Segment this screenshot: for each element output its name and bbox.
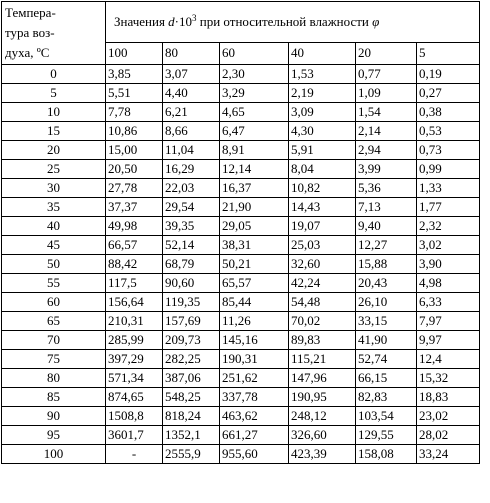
value-cell: 19,07 (289, 217, 356, 236)
value-cell: 21,90 (220, 198, 289, 217)
value-cell: 70,02 (289, 312, 356, 331)
temperature-cell: 80 (2, 369, 106, 388)
table-row (2, 274, 480, 293)
table-row (2, 65, 480, 84)
value-cell: 26,10 (356, 293, 417, 312)
temperature-header (2, 2, 106, 65)
value-cell: 285,99 (106, 331, 163, 350)
temperature-cell: 35 (2, 198, 106, 217)
table-row (2, 198, 480, 217)
humidity-column-header: 60 (220, 42, 289, 64)
temperature-cell: 5 (2, 84, 106, 103)
value-cell: 41,90 (356, 331, 417, 350)
temperature-cell: 15 (2, 122, 106, 141)
group-header-exponent: 3 (192, 12, 197, 23)
humidity-column-header: 40 (289, 42, 356, 64)
value-cell: 33,15 (356, 312, 417, 331)
humidity-group-header (106, 2, 480, 43)
value-cell: 282,25 (163, 350, 220, 369)
temperature-cell: 95 (2, 426, 106, 445)
temperature-cell: 20 (2, 141, 106, 160)
table-row (2, 407, 480, 426)
value-cell: 7,13 (356, 198, 417, 217)
value-cell: 0,77 (356, 65, 417, 84)
table-row (2, 331, 480, 350)
group-header-prefix: Значения (114, 13, 169, 29)
value-cell: 4,65 (220, 103, 289, 122)
humidity-column-header: 5 (417, 42, 480, 64)
value-cell: 8,66 (163, 122, 220, 141)
temperature-cell: 70 (2, 331, 106, 350)
value-cell: 68,79 (163, 255, 220, 274)
table-body (2, 65, 480, 464)
header-row-group (2, 2, 480, 43)
value-cell: 3,99 (356, 160, 417, 179)
humidity-column-header: 80 (163, 42, 220, 64)
value-cell: 18,83 (417, 388, 480, 407)
value-cell: 89,83 (289, 331, 356, 350)
value-cell: 210,31 (106, 312, 163, 331)
value-cell: 0,27 (417, 84, 480, 103)
value-cell: 12,14 (220, 160, 289, 179)
value-cell: 326,60 (289, 426, 356, 445)
value-cell: 5,91 (289, 141, 356, 160)
value-cell: 4,98 (417, 274, 480, 293)
value-cell: 3,09 (289, 103, 356, 122)
value-cell: 16,29 (163, 160, 220, 179)
value-cell: 9,97 (417, 331, 480, 350)
humidity-table (1, 1, 480, 464)
table-row (2, 369, 480, 388)
value-cell: 251,62 (220, 369, 289, 388)
table-row (2, 122, 480, 141)
value-cell: 22,03 (163, 179, 220, 198)
value-cell: 66,15 (356, 369, 417, 388)
value-cell: 7,97 (417, 312, 480, 331)
value-cell: 50,21 (220, 255, 289, 274)
value-cell: 1352,1 (163, 426, 220, 445)
value-cell: 0,73 (417, 141, 480, 160)
value-cell: 423,39 (289, 445, 356, 464)
value-cell: 8,91 (220, 141, 289, 160)
value-cell: 90,60 (163, 274, 220, 293)
value-cell: 52,74 (356, 350, 417, 369)
value-cell: 157,69 (163, 312, 220, 331)
value-cell: 3,02 (417, 236, 480, 255)
value-cell: 2,19 (289, 84, 356, 103)
value-cell: 3,90 (417, 255, 480, 274)
value-cell: 82,83 (356, 388, 417, 407)
value-cell: 20,50 (106, 160, 163, 179)
value-cell: 20,43 (356, 274, 417, 293)
value-cell: 5,51 (106, 84, 163, 103)
value-cell: 29,05 (220, 217, 289, 236)
value-cell: 0,38 (417, 103, 480, 122)
value-cell: 39,35 (163, 217, 220, 236)
temperature-cell: 65 (2, 312, 106, 331)
value-cell: 66,57 (106, 236, 163, 255)
value-cell: 12,27 (356, 236, 417, 255)
value-cell: 248,12 (289, 407, 356, 426)
value-cell: 1,33 (417, 179, 480, 198)
value-cell: 661,27 (220, 426, 289, 445)
value-cell: 10,82 (289, 179, 356, 198)
temperature-cell: 25 (2, 160, 106, 179)
group-header-phi: φ (372, 13, 380, 29)
value-cell: 9,40 (356, 217, 417, 236)
value-cell: 54,48 (289, 293, 356, 312)
value-cell: 38,31 (220, 236, 289, 255)
value-cell: 33,24 (417, 445, 480, 464)
temperature-cell: 90 (2, 407, 106, 426)
value-cell: 3601,7 (106, 426, 163, 445)
value-cell: 955,60 (220, 445, 289, 464)
value-cell: 0,19 (417, 65, 480, 84)
table-row (2, 426, 480, 445)
value-cell: 2555,9 (163, 445, 220, 464)
value-cell: 4,30 (289, 122, 356, 141)
humidity-column-header: 100 (106, 42, 163, 64)
value-cell: 147,96 (289, 369, 356, 388)
value-cell: 1,54 (356, 103, 417, 122)
value-cell: 5,36 (356, 179, 417, 198)
value-cell: 6,33 (417, 293, 480, 312)
value-cell: 49,98 (106, 217, 163, 236)
value-cell: 397,29 (106, 350, 163, 369)
value-cell: 2,14 (356, 122, 417, 141)
group-header-suffix: при относительной влажности (196, 13, 373, 29)
value-cell: 158,08 (356, 445, 417, 464)
table-row (2, 217, 480, 236)
value-cell: 3,85 (106, 65, 163, 84)
value-cell: 25,03 (289, 236, 356, 255)
value-cell: 1508,8 (106, 407, 163, 426)
value-cell: 15,32 (417, 369, 480, 388)
value-cell: 2,94 (356, 141, 417, 160)
temperature-header-line: тура воз- (5, 25, 55, 40)
value-cell: 6,21 (163, 103, 220, 122)
temperature-cell: 30 (2, 179, 106, 198)
temperature-cell: 50 (2, 255, 106, 274)
group-header-symbol: d (168, 13, 175, 29)
value-cell: 28,02 (417, 426, 480, 445)
value-cell: 103,54 (356, 407, 417, 426)
value-cell: 8,04 (289, 160, 356, 179)
value-cell: 337,78 (220, 388, 289, 407)
temperature-header-line: Темпера- (5, 5, 56, 20)
value-cell: 52,14 (163, 236, 220, 255)
value-cell: 1,09 (356, 84, 417, 103)
value-cell: 156,64 (106, 293, 163, 312)
table-row (2, 388, 480, 407)
value-cell: 190,95 (289, 388, 356, 407)
table-row (2, 445, 480, 464)
temperature-cell: 0 (2, 65, 106, 84)
value-cell: - (106, 445, 163, 464)
value-cell: 2,30 (220, 65, 289, 84)
value-cell: 0,53 (417, 122, 480, 141)
temperature-cell: 75 (2, 350, 106, 369)
temperature-cell: 85 (2, 388, 106, 407)
table-row (2, 84, 480, 103)
value-cell: 3,29 (220, 84, 289, 103)
temperature-cell: 10 (2, 103, 106, 122)
value-cell: 145,16 (220, 331, 289, 350)
value-cell: 548,25 (163, 388, 220, 407)
temperature-cell: 40 (2, 217, 106, 236)
value-cell: 3,07 (163, 65, 220, 84)
value-cell: 12,4 (417, 350, 480, 369)
value-cell: 16,37 (220, 179, 289, 198)
value-cell: 37,37 (106, 198, 163, 217)
value-cell: 15,88 (356, 255, 417, 274)
value-cell: 117,5 (106, 274, 163, 293)
value-cell: 85,44 (220, 293, 289, 312)
temperature-cell: 45 (2, 236, 106, 255)
value-cell: 11,04 (163, 141, 220, 160)
value-cell: 14,43 (289, 198, 356, 217)
value-cell: 209,73 (163, 331, 220, 350)
table-row (2, 350, 480, 369)
value-cell: 0,99 (417, 160, 480, 179)
value-cell: 190,31 (220, 350, 289, 369)
value-cell: 7,78 (106, 103, 163, 122)
value-cell: 32,60 (289, 255, 356, 274)
temperature-cell: 55 (2, 274, 106, 293)
value-cell: 6,47 (220, 122, 289, 141)
value-cell: 119,35 (163, 293, 220, 312)
table-row (2, 141, 480, 160)
value-cell: 387,06 (163, 369, 220, 388)
value-cell: 29,54 (163, 198, 220, 217)
value-cell: 818,24 (163, 407, 220, 426)
value-cell: 42,24 (289, 274, 356, 293)
value-cell: 1,53 (289, 65, 356, 84)
table-row (2, 312, 480, 331)
table-row (2, 179, 480, 198)
value-cell: 23,02 (417, 407, 480, 426)
table-row (2, 103, 480, 122)
value-cell: 15,00 (106, 141, 163, 160)
value-cell: 463,62 (220, 407, 289, 426)
value-cell: 88,42 (106, 255, 163, 274)
group-header-factor: ·10 (174, 13, 193, 29)
value-cell: 65,57 (220, 274, 289, 293)
table-row (2, 236, 480, 255)
humidity-column-header: 20 (356, 42, 417, 64)
value-cell: 874,65 (106, 388, 163, 407)
value-cell: 1,77 (417, 198, 480, 217)
table-row (2, 293, 480, 312)
table-row (2, 255, 480, 274)
value-cell: 11,26 (220, 312, 289, 331)
table-row (2, 160, 480, 179)
value-cell: 10,86 (106, 122, 163, 141)
value-cell: 27,78 (106, 179, 163, 198)
temperature-header-line: духа, ºС (5, 45, 50, 60)
temperature-cell: 100 (2, 445, 106, 464)
value-cell: 2,32 (417, 217, 480, 236)
value-cell: 115,21 (289, 350, 356, 369)
temperature-cell: 60 (2, 293, 106, 312)
value-cell: 4,40 (163, 84, 220, 103)
value-cell: 129,55 (356, 426, 417, 445)
value-cell: 571,34 (106, 369, 163, 388)
